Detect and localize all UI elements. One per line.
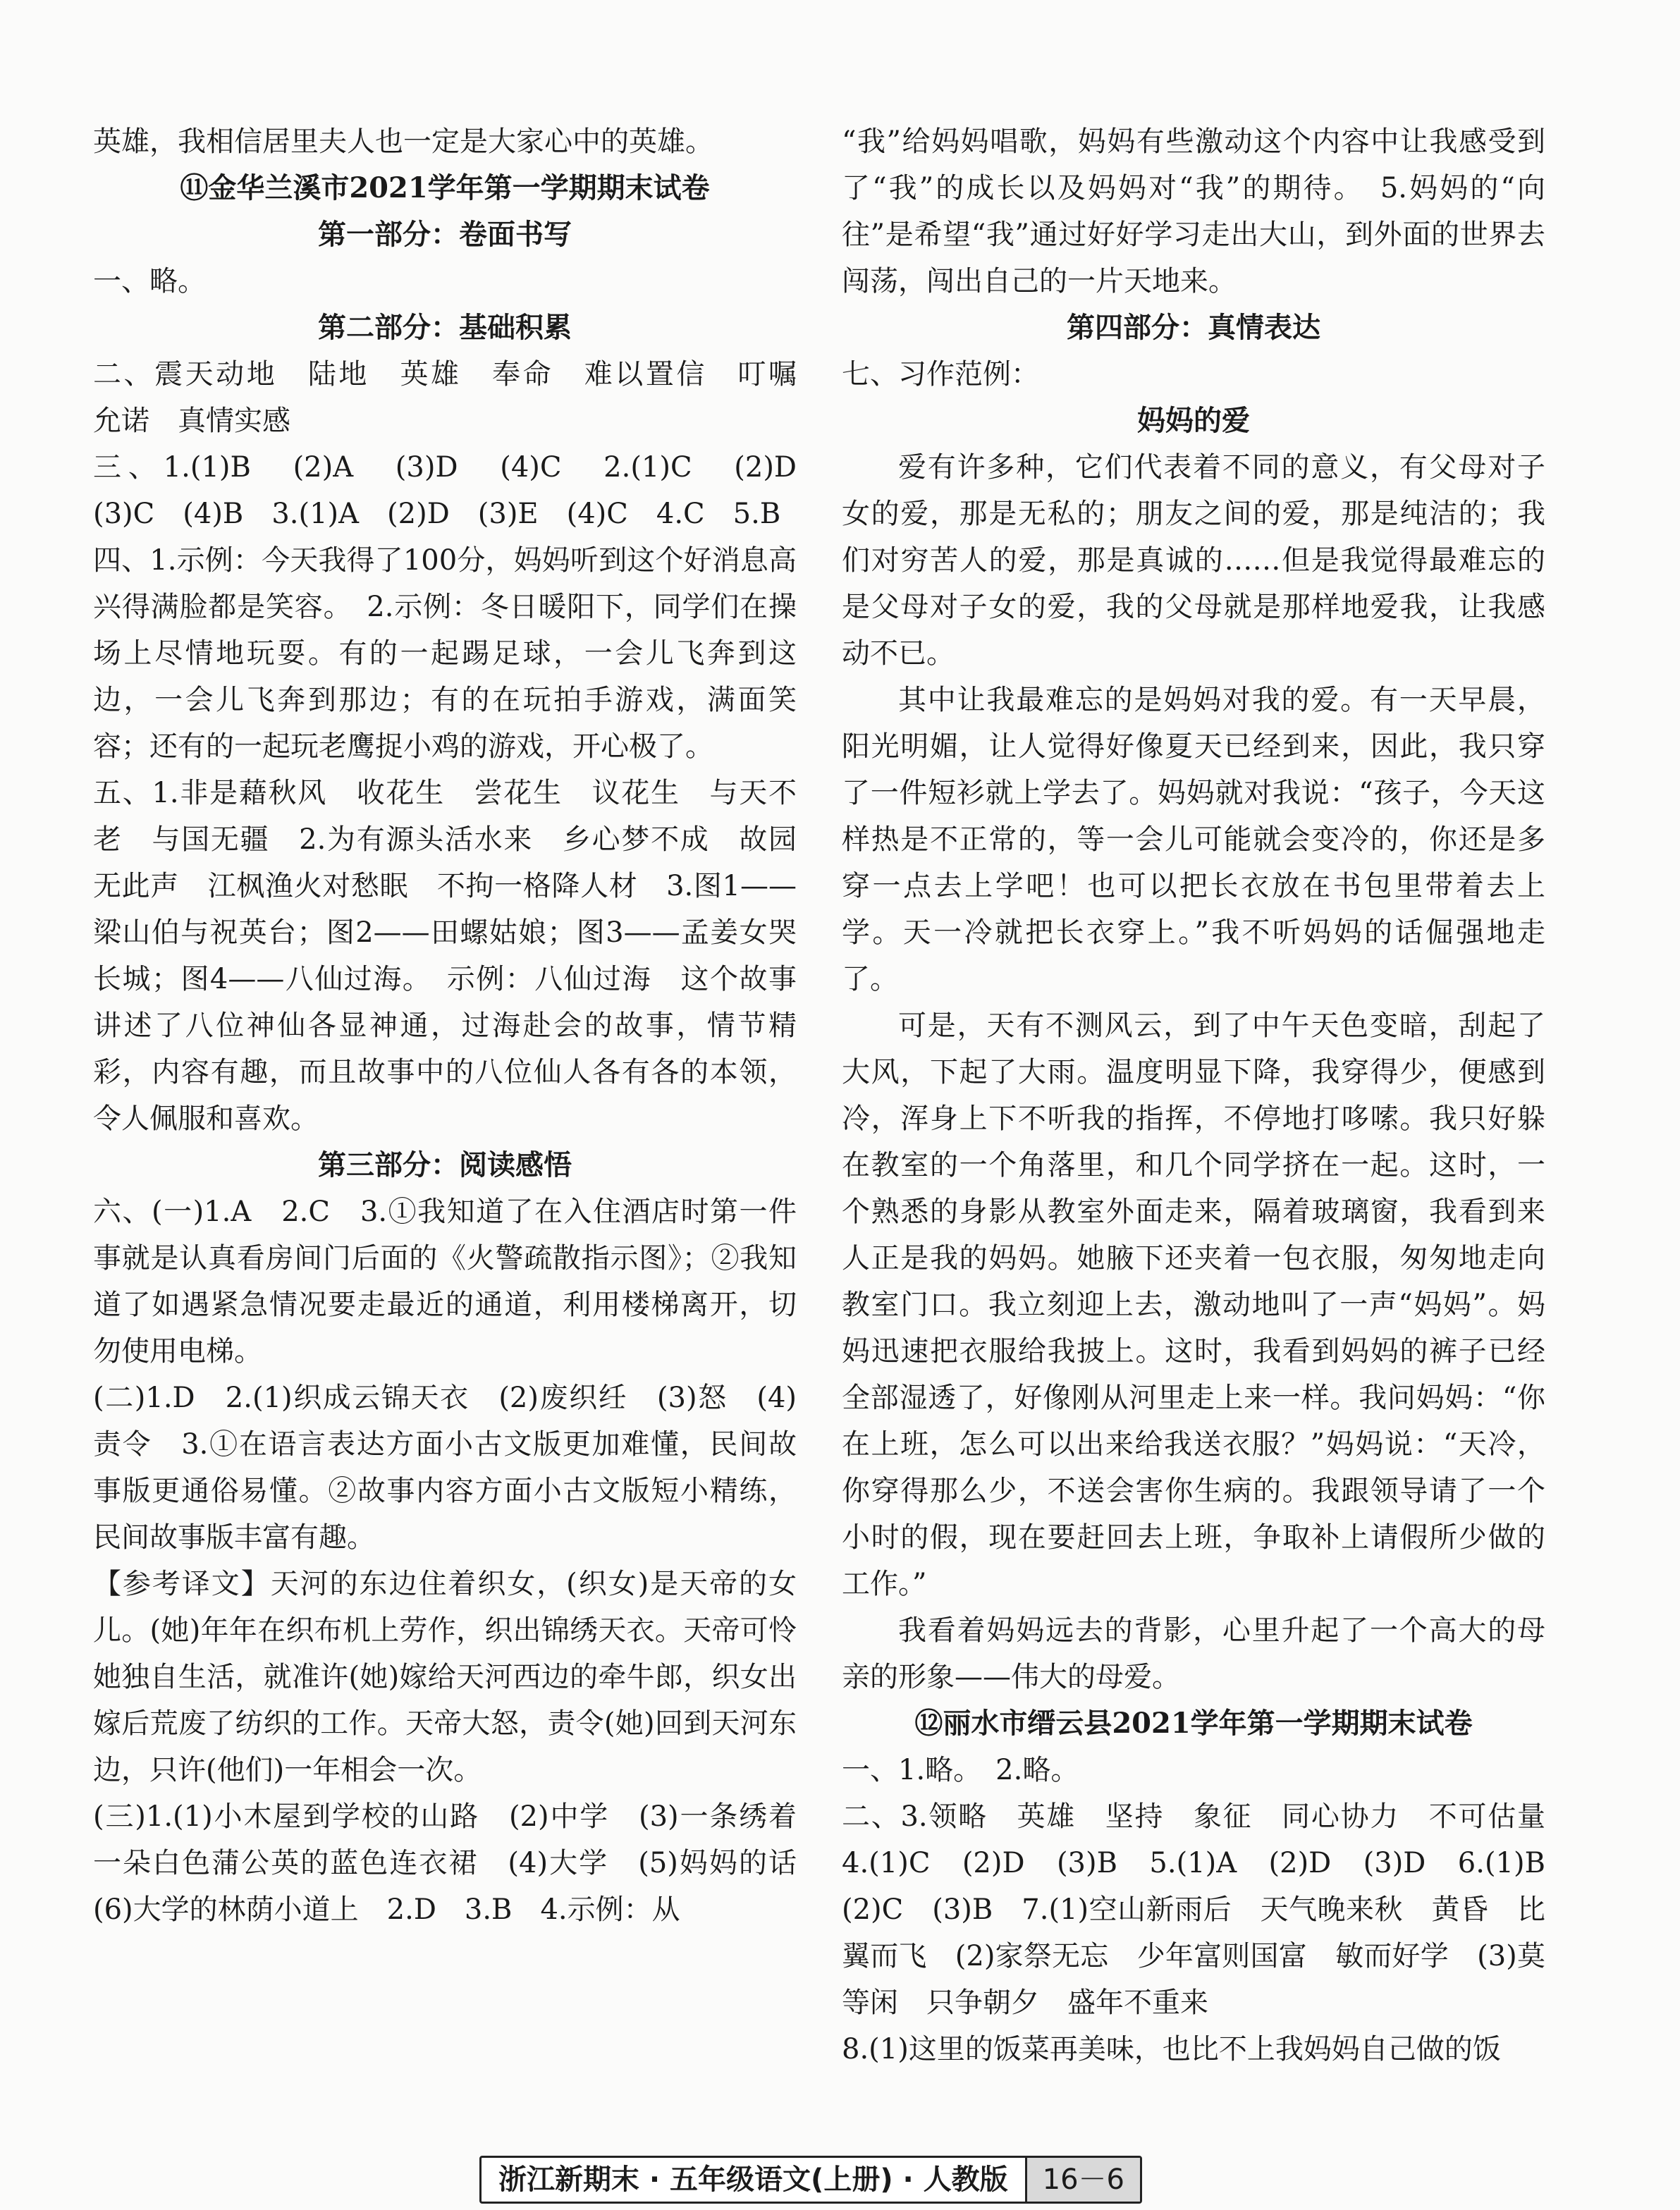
page-footer (479, 2156, 1142, 2204)
answer-paragraph: “我”给妈妈唱歌，妈妈有些激动这个内容中让我感受到了“我”的成长以及妈妈对“我”的期待。 5.妈妈的“向往”是希望“我”通过好好学习走出大山，到外面的世界去闯荡，闯出自己的一片天地来。 (842, 125, 1545, 297)
section-heading: 第四部分：真情表达 (1067, 311, 1320, 344)
page-number: 16－6 (1025, 2158, 1140, 2202)
right-column (842, 118, 1574, 2073)
answer-paragraph: (三)1.(1)小木屋到学校的山路 (2)中学 (3)一条绣着一朵白色蒲公英的蓝色连衣裙 (4)大学 (5)妈妈的话 (6)大学的林荫小道上 2.D 3.B 4.示例：从 (93, 1800, 825, 1926)
answer-paragraph: 三、1.(1)B (2)A (3)D (4)C 2.(1)C (2)D (3)C (4)B 3.(1)A (2)D (3)E (4)C 4.C 5.B (93, 451, 825, 530)
section-heading: 第三部分：阅读感悟 (318, 1148, 572, 1181)
answer-paragraph: 其中让我最难忘的是妈妈对我的爱。有一天早晨，阳光明媚，让人觉得好像夏天已经到来，因此，我只穿了一件短衫就上学去了。妈妈就对我说：“孩子，今天这样热是不正常的，等一会儿可能就会变冷的，你还是多穿一点去上学吧！也可以把长衣放在书包里带着去上学。天一冷就把长衣穿上。”我不听妈妈的话倔强地走了。 (842, 684, 1545, 995)
book-title: 浙江新期末 · 五年级语文(上册) · 人教版 (498, 2163, 1008, 2196)
section-heading: 第二部分：基础积累 (318, 311, 572, 344)
section-heading: 妈妈的爱 (1137, 404, 1250, 437)
answer-paragraph: 8.(1)这里的饭菜再美味，也比不上我妈妈自己做的饭 (842, 2033, 1501, 2065)
answer-paragraph: 爱有许多种，它们代表着不同的意义，有父母对子女的爱，那是无私的；朋友之间的爱，那是纯洁的；我们对穷苦人的爱，那是真诚的……但是我觉得最难忘的是父母对子女的爱，我的父母就是那样地爱我，让我感动不已。 (842, 451, 1545, 670)
answer-paragraph: 英雄，我相信居里夫人也一定是大家心中的英雄。 (93, 125, 713, 158)
answer-paragraph: 二、3.领略 英雄 坚持 象征 同心协力 不可估量 4.(1)C (2)D (3)B 5.(1)A (2)D (3)D 6.(1)B (2)C (3)B 7.(1)空山新雨后 天气晚来秋 黄昏 比翼而飞 (2)家祭无忘 少年富则国富 敏而好学 (3)莫等闲 只争朝夕 盛年不重来 (842, 1800, 1574, 2019)
left-column (93, 118, 825, 1933)
answer-paragraph: 一、略。 (93, 265, 206, 297)
answer-paragraph: 六、(一)1.A 2.C 3.①我知道了在入住酒店时第一件事就是认真看房间门后面的《火警疏散指示图》；②我知道了如遇紧急情况要走最近的通道，利用楼梯离开，切勿使用电梯。 (93, 1196, 797, 1368)
answer-paragraph: (二)1.D 2.(1)织成云锦天衣 (2)废织纴 (3)怒 (4)责令 3.①在语言表达方面小古文版更加难懂，民间故事版更通俗易懂。②故事内容方面小古文版短小精练，民间故事版丰富有趣。 (93, 1382, 797, 1554)
answer-paragraph: 可是，天有不测风云，到了中午天色变暗，刮起了大风，下起了大雨。温度明显下降，我穿得少，便感到冷，浑身上下不听我的指挥，不停地打哆嗦。我只好躲在教室的一个角落里，和几个同学挤在一起。这时，一个熟悉的身影从教室外面走来，隔着玻璃窗，我看到来人正是我的妈妈。她腋下还夹着一包衣服，匆匆地走向教室门口。我立刻迎上去，激动地叫了一声“妈妈”。妈妈迅速把衣服给我披上。这时，我看到妈妈的裤子已经全部湿透了，好像刚从河里走上来一样。我问妈妈：“你在上班，怎么可以出来给我送衣服？”妈妈说：“天冷，你穿得那么少，不送会害你生病的。我跟领导请了一个小时的假，现在要赶回去上班，争取补上请假所少做的工作。” (842, 1009, 1545, 1600)
answer-paragraph: 四、1.示例：今天我得了100分，妈妈听到这个好消息高兴得满脸都是笑容。 2.示例：冬日暖阳下，同学们在操场上尽情地玩耍。有的一起踢足球，一会儿飞奔到这边，一会儿飞奔到那边；有的在玩拍手游戏，满面笑容；还有的一起玩老鹰捉小鸡的游戏，开心极了。 (93, 544, 797, 763)
answer-paragraph: 【参考译文】天河的东边住着织女，(织女)是天帝的女儿。(她)年年在织布机上劳作，织出锦绣天衣。天帝可怜她独自生活，就准许(她)嫁给天河西边的牵牛郎，织女出嫁后荒废了纺织的工作。天帝大怒，责令(她)回到天河东边，只许(他们)一年相会一次。 (93, 1568, 797, 1786)
answer-paragraph: 一、1.略。 2.略。 (842, 1754, 1079, 1786)
answer-paragraph: 我看着妈妈远去的背影，心里升起了一个高大的母亲的形象——伟大的母爱。 (842, 1614, 1545, 1693)
section-heading: ⑫丽水市缙云县2021学年第一学期期末试卷 (914, 1707, 1473, 1740)
answer-paragraph: 五、1.非是藉秋风 收花生 尝花生 议花生 与天不老 与国无疆 2.为有源头活水来 乡心梦不成 故园无此声 江枫渔火对愁眠 不拘一格降人材 3.图1——梁山伯与祝英台；图2——田螺姑娘；图3——孟姜女哭长城；图4——八仙过海。 示例：八仙过海 这个故事讲述了八位神仙各显神通，过海赴会的故事，情节精彩，内容有趣，而且故事中的八位仙人各有各的本领，令人佩服和喜欢。 (93, 777, 797, 1135)
answer-paragraph: 七、习作范例： (842, 358, 1039, 391)
answer-paragraph: 二、震天动地 陆地 英雄 奉命 难以置信 叮嘱 允诺 真情实感 (93, 358, 825, 437)
section-heading: 第一部分：卷面书写 (318, 218, 572, 251)
section-heading: ⑪金华兰溪市2021学年第一学期期末试卷 (180, 171, 710, 204)
